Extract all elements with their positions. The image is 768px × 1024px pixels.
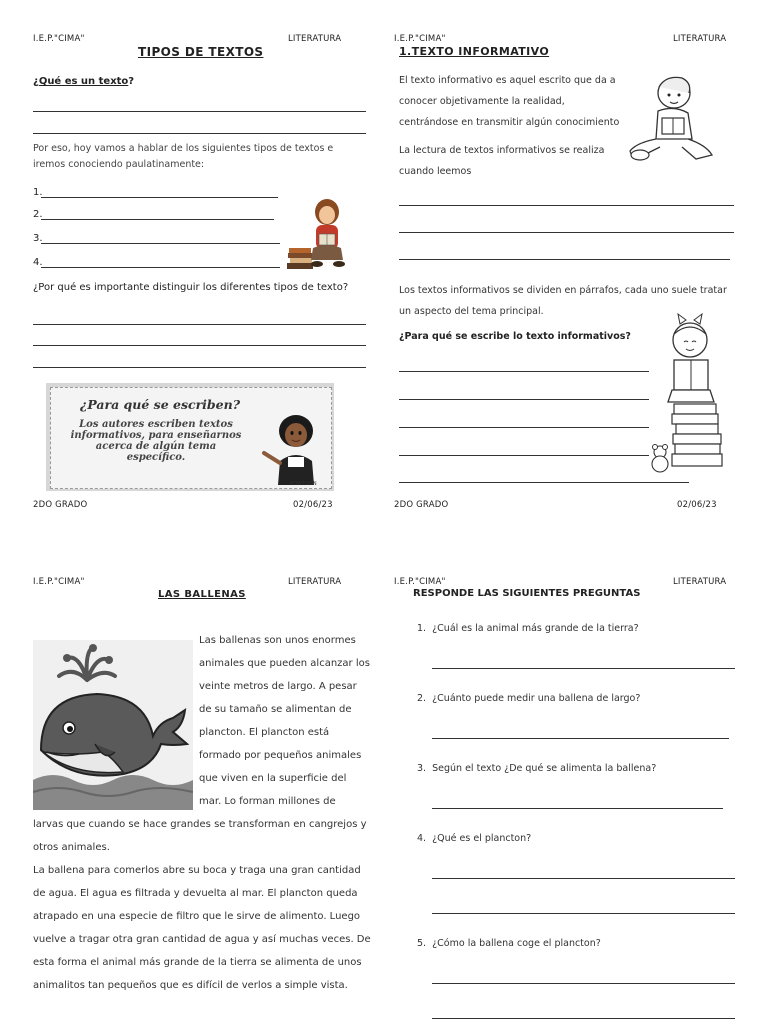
reading-wrap-text: Las ballenas son unos enormes animales que pueden alcanzar los veinte metros de largo. A pesar de su tamaño se alimentan de plancton. El plancton está formado por pequeños animales que viven en la superficie del mar. Lo forman millones de <box>199 635 370 807</box>
section-title: 1.TEXTO INFORMATIVO <box>399 45 550 58</box>
paragraph-structure: Los textos informativos se dividen en párrafos, cada uno suele tratar un aspecto del tema principal. <box>399 285 727 317</box>
school-label: I.E.P."CIMA" <box>33 577 85 587</box>
grade-label: 2DO GRADO <box>33 500 88 510</box>
answer-line[interactable] <box>432 878 735 879</box>
list-item: 1. <box>33 187 43 198</box>
answer-line[interactable] <box>432 1018 735 1019</box>
subject-label: LITERATURA <box>288 34 342 44</box>
answer-line[interactable] <box>399 259 730 260</box>
answer-line[interactable] <box>33 324 366 325</box>
list-item: 3. <box>33 233 43 244</box>
question-item-3: 3. Según el texto ¿De qué se alimenta la ballena? <box>417 763 657 774</box>
answer-line[interactable] <box>399 455 649 456</box>
question-item-1: 1. ¿Cuál es la animal más grande de la tierra? <box>417 623 639 634</box>
question-item-2: 2. ¿Cuánto puede medir una ballena de largo? <box>417 693 641 704</box>
answer-line[interactable] <box>399 371 649 372</box>
questions-title: RESPONDE LAS SIGUIENTES PREGUNTAS <box>413 588 641 599</box>
date-label: 02/06/23 <box>293 500 333 510</box>
school-label: I.E.P."CIMA" <box>394 34 446 44</box>
intro-text: Por eso, hoy vamos a hablar de los siguientes tipos de textos e iremos conociendo paulatinamente: <box>33 143 334 170</box>
subject-label: LITERATURA <box>673 577 727 587</box>
answer-line[interactable] <box>399 482 689 483</box>
answer-line[interactable] <box>399 205 734 206</box>
whale-illustration <box>33 640 193 810</box>
list-item: 4. <box>33 257 43 268</box>
question-purpose: ¿Para qué se escribe lo texto informativos? <box>399 331 631 342</box>
answer-line[interactable] <box>432 913 735 914</box>
answer-line[interactable] <box>41 197 278 198</box>
subject-label: LITERATURA <box>288 577 342 587</box>
question-item-5: 5. ¿Cómo la ballena coge el plancton? <box>417 938 601 949</box>
reading-title: LAS BALLENAS <box>158 589 246 600</box>
reading-body-text: larvas que cuando se hace grandes se transforman en cangrejos y otros animales. La ballena para comerlos abre su boca y traga una gran cantidad de agua. El agua es filtrada y devuelta al mar. El plancton queda atrapado en una especie de filtro que le sirve de alimento. Luego vuelve a tragar otra gran cantidad de agua y así muchas veces. De esta forma el animal más grande de la tierra se alimenta de unos animalitos tan pequeños que es difícil de verlos a simple vista. <box>33 819 371 991</box>
school-label: I.E.P."CIMA" <box>33 34 85 44</box>
list-item: 2. <box>33 209 43 220</box>
question-why-distinguish: ¿Por qué es importante distinguir los diferentes tipos de texto? <box>33 282 349 293</box>
answer-line[interactable] <box>33 111 366 112</box>
answer-line[interactable] <box>41 219 274 220</box>
answer-line[interactable] <box>33 345 366 346</box>
answer-line[interactable] <box>432 738 729 739</box>
date-label: 02/06/23 <box>677 500 717 510</box>
question-what-is-text: ¿Qué es un texto? <box>33 76 135 87</box>
answer-line[interactable] <box>432 668 735 669</box>
answer-line[interactable] <box>399 232 734 233</box>
answer-line[interactable] <box>33 133 366 134</box>
reading-girl-illustration <box>646 312 736 480</box>
answer-line[interactable] <box>399 399 649 400</box>
answer-line[interactable] <box>432 983 735 984</box>
reading-child-illustration <box>283 190 367 272</box>
powtoon-logo: POWTOON <box>290 481 317 487</box>
answer-line[interactable] <box>399 427 649 428</box>
grade-label: 2DO GRADO <box>394 500 449 510</box>
page-title: TIPOS DE TEXTOS <box>138 45 264 59</box>
paragraph-definition: El texto informativo es aquel escrito que da a conocer objetivamente la realidad, centrándose en transmitir algún conocimiento <box>399 75 620 128</box>
subject-label: LITERATURA <box>673 34 727 44</box>
card-text: Los autores escriben textos informativos, para enseñarnos acerca de algún tema específico. <box>70 419 242 463</box>
paragraph-reading: La lectura de textos informativos se realiza cuando leemos <box>399 145 605 177</box>
presenter-illustration <box>258 409 328 489</box>
answer-line[interactable] <box>432 808 723 809</box>
answer-line[interactable] <box>41 267 280 268</box>
info-card <box>46 383 334 491</box>
school-label: I.E.P."CIMA" <box>394 577 446 587</box>
answer-line[interactable] <box>33 367 366 368</box>
answer-line[interactable] <box>41 243 280 244</box>
reading-boy-illustration <box>626 73 724 165</box>
card-heading: ¿Para qué se escriben? <box>80 397 241 412</box>
question-item-4: 4. ¿Qué es el plancton? <box>417 833 532 844</box>
